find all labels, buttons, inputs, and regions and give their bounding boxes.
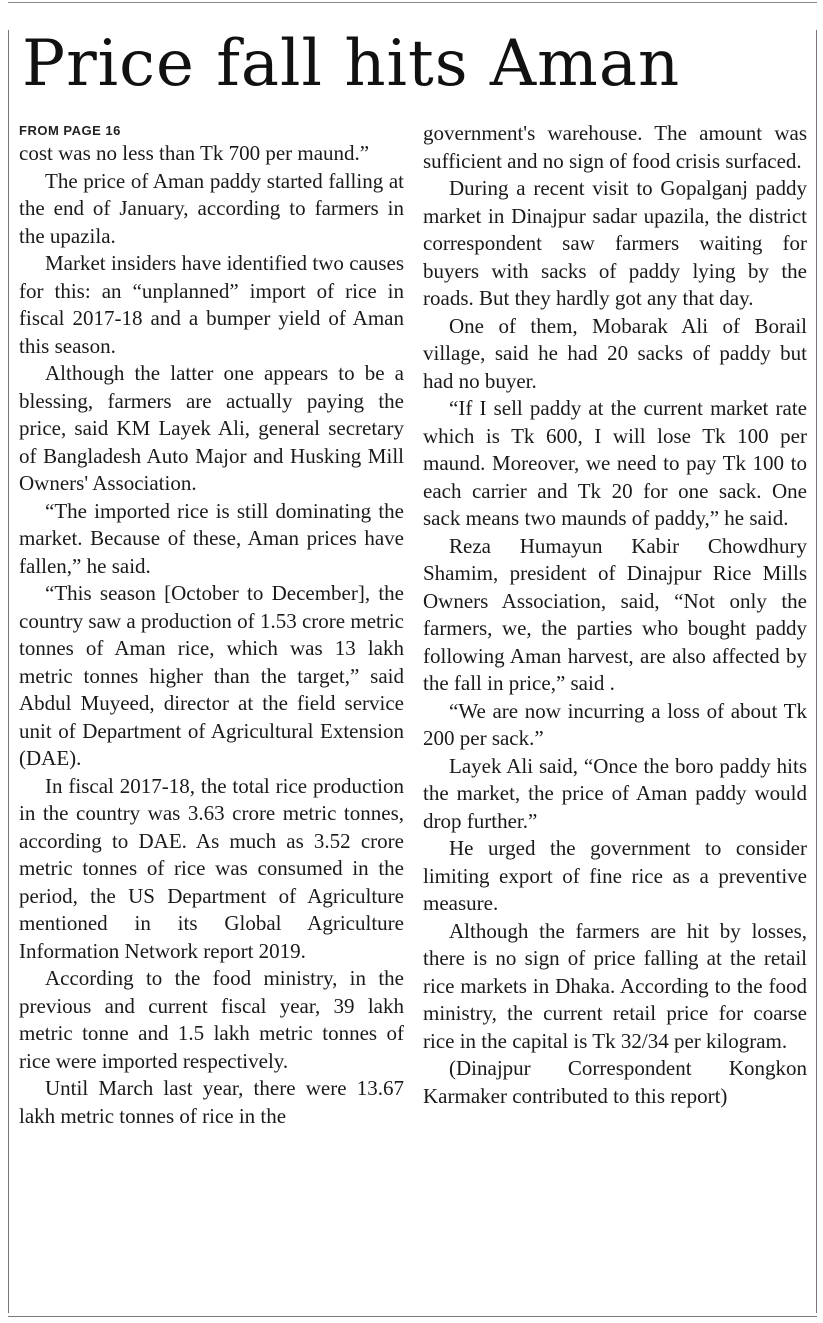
paragraph: According to the food ministry, in the previous and current fiscal year, 39 lakh metric tonne and 1.5 lakh metric tonnes of rice were imported respectively. [19,966,404,1073]
frame-right-rule [816,30,817,1313]
paragraph: government's warehouse. The amount was sufficient and no sign of food crisis surfaced. [423,121,807,173]
column-right [423,120,807,1110]
paragraph: (Dinajpur Correspondent Kongkon Karmaker contributed to this report) [423,1056,807,1108]
paragraph: Although the farmers are hit by losses, there is no sign of price falling at the retail rice markets in Dhaka. According to the food ministry, the current retail price for coarse rice in the capital is Tk 32/34 per kilogram. [423,918,807,1053]
paragraph: “The imported rice is still dominating the market. Because of these, Aman prices have fallen,” he said. [19,498,404,578]
paragraph: One of them, Mobarak Ali of Borail village, said he had 20 sacks of paddy but had no buyer. [423,313,807,393]
paragraph: “If I sell paddy at the current market rate which is Tk 600, I will lose Tk 100 per maund. Moreover, we need to pay Tk 100 to each carrier and Tk 20 for one sack. One sack means two maunds of paddy,” he said. [423,396,807,530]
paragraph: Reza Humayun Kabir Chowdhury Shamim, president of Dinajpur Rice Mills Owners Association, said, “Not only the farmers, we, the parties who bought paddy following Aman harvest, are also affected by the fall in price,” said . [423,533,807,695]
paragraph: cost was no less than Tk 700 per maund.” [19,141,370,165]
paragraph: The price of Aman paddy started falling at the end of January, according to farmers in the upazila. [19,168,404,248]
paragraph: He urged the government to consider limiting export of fine rice as a preventive measure. [423,836,807,915]
frame-top-rule [8,2,817,3]
paragraph: “This season [October to December], the country saw a production of 1.53 crore metric tonnes of Aman rice, which was 13 lakh metric tonnes higher than the target,” said Abdul Muyeed, director at the field service unit of Department of Agricultural Extension (DAE). [19,581,404,770]
headline: Price fall hits Aman [22,27,681,101]
paragraph: Until March last year, there were 13.67 lakh metric tonnes of rice in the [19,1076,404,1128]
paragraph: “We are now incurring a loss of about Tk 200 per sack.” [423,698,807,750]
column-left [19,120,404,1130]
from-page-label: FROM PAGE 16 [19,123,121,138]
paragraph: During a recent visit to Gopalganj paddy market in Dinajpur sadar upazila, the district correspondent saw farmers waiting for buyers with sacks of paddy lying by the roads. But they hardly got any that day. [423,176,807,310]
paragraph: Market insiders have identified two causes for this: an “unplanned” import of rice in fiscal 2017-18 and a bumper yield of Aman this season. [19,251,404,358]
frame-bottom-rule [8,1316,817,1317]
frame-left-rule [8,30,9,1313]
paragraph: Although the latter one appears to be a blessing, farmers are actually paying the price, said KM Layek Ali, general secretary of Bangladesh Auto Major and Husking Mill Owners' Association. [19,361,404,495]
paragraph: Layek Ali said, “Once the boro paddy hits the market, the price of Aman paddy would drop further.” [423,753,807,833]
paragraph: In fiscal 2017-18, the total rice production in the country was 3.63 crore metric tonnes, according to DAE. As much as 3.52 crore metric tonnes of rice was consumed in the period, the US Department of Agriculture mentioned in its Global Agriculture Information Network report 2019. [19,773,404,963]
